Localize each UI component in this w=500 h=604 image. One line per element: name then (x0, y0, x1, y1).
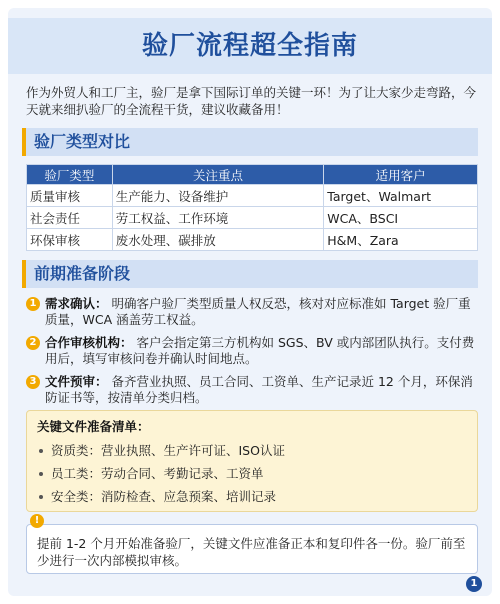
table-cell: Target、Walmart (324, 185, 478, 207)
step-text: 客户会指定第三方机构如 SGS、BV 或内部团队执行。支付费用后，填写审核问卷并确认时间地点。 (45, 335, 475, 366)
prep-steps-list (26, 296, 478, 413)
step-label: 合作审核机构： (45, 335, 133, 350)
table-cell: 废水处理、碳排放 (112, 229, 323, 251)
table-cell: WCA、BSCI (324, 207, 478, 229)
table-cell: 社会责任 (27, 207, 113, 229)
table-header-cell: 验厂类型 (27, 165, 113, 185)
step-text: 明确客户验厂类型质量人权反恐，核对对应标准如 Target 验厂重质量，WCA 涵盖劳工权益。 (45, 296, 471, 327)
section-header-prep (22, 260, 478, 288)
step-number-badge: 3 (26, 375, 40, 389)
table-header-cell: 关注重点 (112, 165, 323, 185)
step-item (26, 296, 478, 328)
page-title: 验厂流程超全指南 (141, 31, 358, 61)
checklist-title: 关键文件准备清单： (37, 419, 150, 434)
table-cell: H&M、Zara (324, 229, 478, 251)
table-cell: 环保审核 (27, 229, 113, 251)
intro-paragraph: 作为外贸人和工厂主，验厂是拿下国际订单的关键一环！为了让大家少走弯路，今天就来细扒验厂的全流程干货，建议收藏备用！ (26, 85, 477, 117)
table-row (27, 229, 478, 251)
exclamation-icon: ! (30, 514, 44, 528)
checklist-item: 资质类：营业执照、生产许可证、ISO认证 (37, 439, 467, 462)
step-label: 需求确认： (45, 296, 108, 311)
step-number-badge: 1 (26, 297, 40, 311)
step-item (26, 335, 478, 367)
step-text: 备齐营业执照、员工合同、工资单、生产记录近 12 个月，环保消防证书等，按清单分类归档。 (45, 374, 473, 405)
section-header-types (22, 128, 478, 156)
step-item (26, 374, 478, 406)
title-banner (8, 18, 492, 74)
table-header-row (27, 165, 478, 185)
table-row (27, 185, 478, 207)
checklist-list (37, 439, 467, 508)
audit-types-table (26, 164, 478, 251)
table-cell: 质量审核 (27, 185, 113, 207)
section-title-types: 验厂类型对比 (34, 132, 131, 151)
table-cell: 劳工权益、工作环境 (112, 207, 323, 229)
checklist-item: 安全类：消防检查、应急预案、培训记录 (37, 485, 467, 508)
table-row (27, 207, 478, 229)
document-checklist-box (26, 410, 478, 512)
step-number-badge: 2 (26, 336, 40, 350)
section-title-prep: 前期准备阶段 (34, 264, 131, 283)
table-cell: 生产能力、设备维护 (112, 185, 323, 207)
tip-box (26, 524, 478, 574)
checklist-item: 员工类：劳动合同、考勤记录、工资单 (37, 462, 467, 485)
tip-text: 提前 1-2 个月开始准备验厂，关键文件应准备正本和复印件各一份。验厂前至少进行一次内部模拟审核。 (37, 536, 466, 568)
step-label: 文件预审： (45, 374, 108, 389)
page-number-badge: 1 (466, 576, 482, 592)
table-header-cell: 适用客户 (324, 165, 478, 185)
